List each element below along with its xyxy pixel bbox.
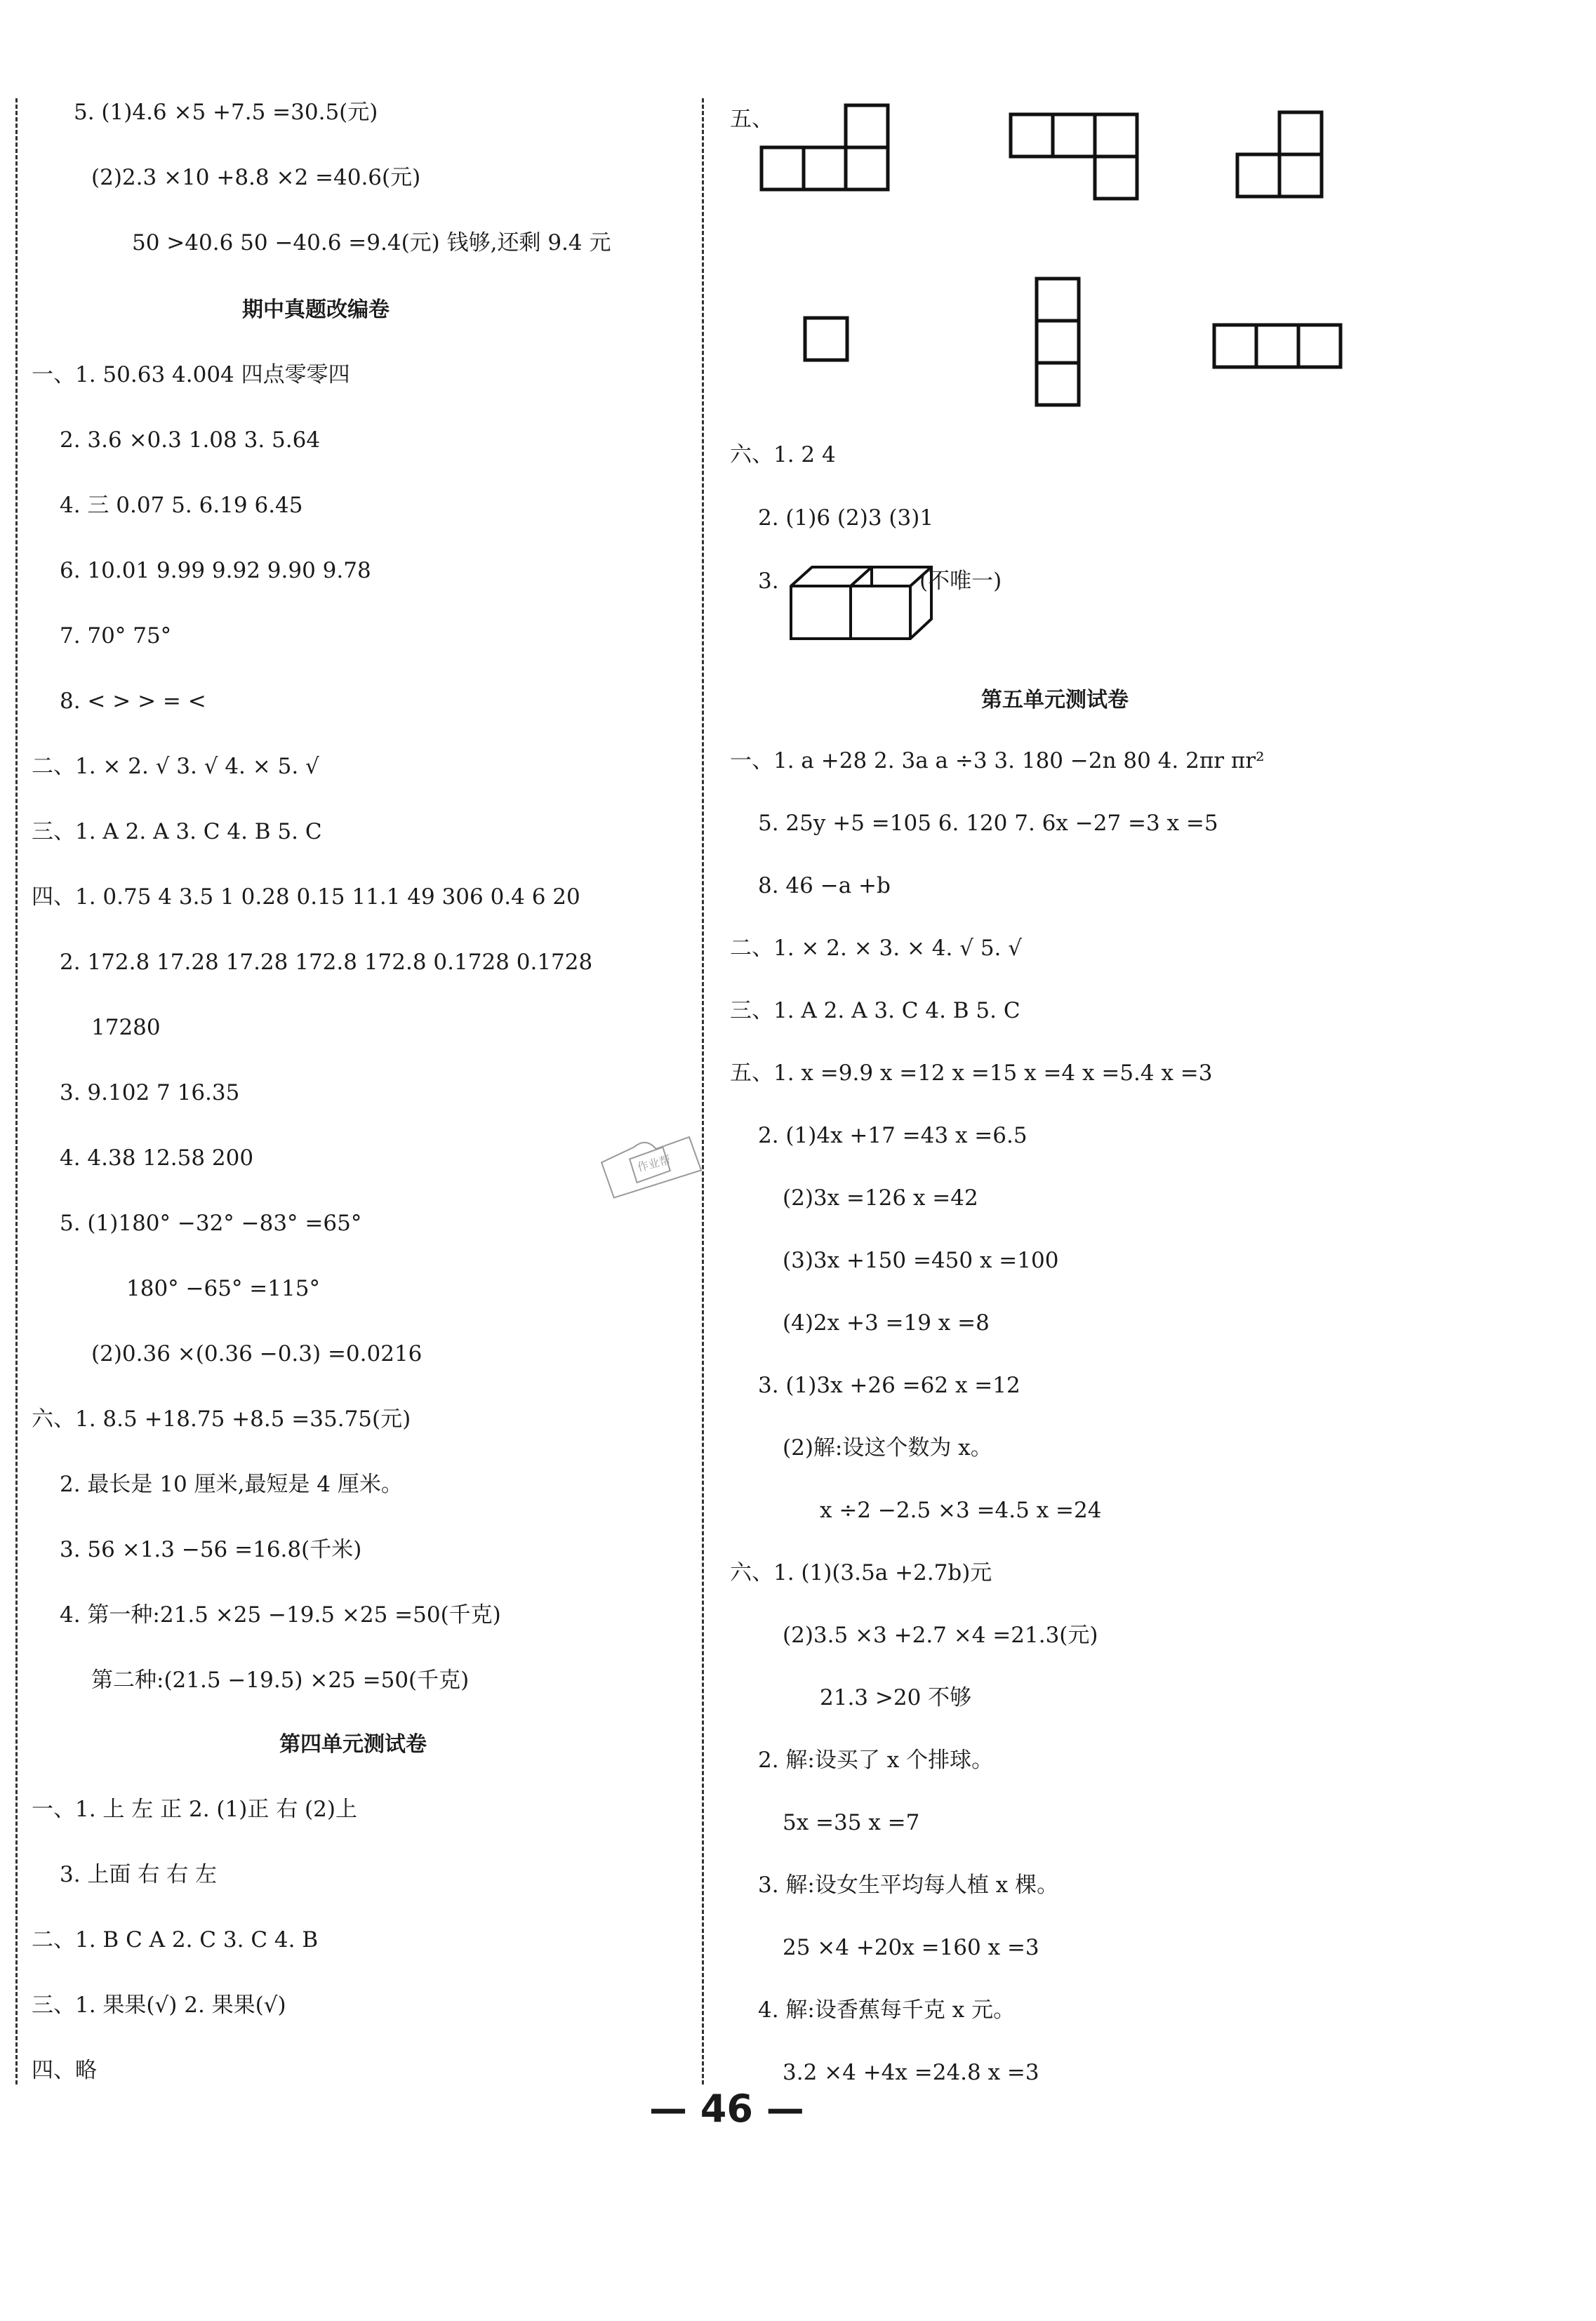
text-line: 2. 解:设买了 x 个排球。 [758,1748,994,1773]
text-line: 五、 [730,107,773,132]
cube-stack-figure [787,554,935,649]
text-line: 3. (1)3x +26 =62 x =12 [758,1373,1020,1398]
text-line: 3. 上面 右 右 左 [60,1862,217,1887]
text-line: 5. (1)4.6 ×5 +7.5 =30.5(元) [74,100,378,125]
text-line: 8. 46 −a +b [758,873,891,898]
text-line: (2)3.5 ×3 +2.7 ×4 =21.3(元) [783,1623,1098,1648]
text-line: 4. 三 0.07 5. 6.19 6.45 [60,493,303,518]
net-shape-2 [1007,111,1141,202]
text-line: 21.3 >20 不够 [820,1685,972,1710]
text-line: 二、1. × 2. √ 3. √ 4. × 5. √ [32,754,319,779]
text-line: 3.2 ×4 +4x =24.8 x =3 [783,2060,1039,2085]
text-line: 一、1. 上 左 正 2. (1)正 右 (2)上 [32,1797,357,1822]
text-line: 4. 解:设香蕉每千克 x 元。 [758,1997,1016,2023]
text-line: 六、1. 2 4 [730,442,836,467]
text-line: (2)3x =126 x =42 [783,1185,978,1211]
net-shape-3 [1234,109,1325,204]
text-line: 一、1. a +28 2. 3a a ÷3 3. 180 −2n 80 4. 2πr πr² [730,748,1265,773]
text-line: 三、1. A 2. A 3. C 4. B 5. C [730,998,1020,1023]
text-line: 第二种:(21.5 −19.5) ×25 =50(千克) [91,1668,470,1693]
text-line: 180° −65° =115° [126,1276,320,1301]
text-line: 2. 3.6 ×0.3 1.08 3. 5.64 [60,427,321,453]
text-line: 五、1. x =9.9 x =12 x =15 x =4 x =5.4 x =3 [730,1060,1213,1086]
text-line: 四、略 [32,2058,97,2083]
text-line: x ÷2 −2.5 ×3 =4.5 x =24 [820,1498,1102,1523]
text-line: 4. 4.38 12.58 200 [60,1145,254,1171]
text-line: 三、1. A 2. A 3. C 4. B 5. C [32,819,322,844]
text-line: 6. 10.01 9.99 9.92 9.90 9.78 [60,558,371,583]
text-line: (2)2.3 ×10 +8.8 ×2 =40.6(元) [91,165,421,190]
section-title: 第四单元测试卷 [279,1732,427,1757]
text-line: 一、1. 50.63 4.004 四点零零四 [32,362,350,387]
section-title: 期中真题改编卷 [242,298,390,322]
note-text: (不唯一) [919,568,1002,594]
text-line: 3. 解:设女生平均每人植 x 棵。 [758,1873,1059,1898]
net-shape-1 [758,102,898,193]
text-line: 二、1. B C A 2. C 3. C 4. B [32,1927,319,1953]
text-line: 2. (1)4x +17 =43 x =6.5 [758,1123,1028,1148]
text-line: 5x =35 x =7 [783,1810,920,1835]
text-line: 50 >40.6 50 −40.6 =9.4(元) 钱够,还剩 9.4 元 [132,230,611,255]
svg-text:作业帮: 作业帮 [636,1152,672,1174]
net-shape-4 [802,314,851,364]
section-title: 第五单元测试卷 [981,688,1129,712]
text-line: 六、1. 8.5 +18.75 +8.5 =35.75(元) [32,1406,411,1432]
net-shape-6 [1211,321,1344,371]
stamp-logo [590,1126,709,1204]
text-line: 二、1. × 2. × 3. × 4. √ 5. √ [730,936,1023,961]
text-line: (3)3x +150 =450 x =100 [783,1248,1059,1273]
text-line: 5. (1)180° −32° −83° =65° [60,1211,362,1236]
text-line: 5. 25y +5 =105 6. 120 7. 6x −27 =3 x =5 [758,811,1218,836]
text-line: (2)0.36 ×(0.36 −0.3) =0.0216 [91,1341,423,1366]
text-line: 六、1. (1)(3.5a +2.7b)元 [730,1560,992,1585]
text-line: 7. 70° 75° [60,623,172,649]
text-line: 2. 最长是 10 厘米,最短是 4 厘米。 [60,1472,403,1497]
column-divider-line [702,98,704,2084]
net-shape-5 [1033,275,1082,408]
text-line: 三、1. 果果(√) 2. 果果(√) [32,1993,286,2018]
page-number: — 46 — [649,2087,804,2131]
text-line: (2)解:设这个数为 x。 [783,1435,992,1461]
left-margin-line [15,98,18,2084]
text-line: 四、1. 0.75 4 3.5 1 0.28 0.15 11.1 49 306 0.4 6 20 [32,884,580,910]
text-line: 3. [758,568,779,594]
text-line: 17280 [91,1015,161,1040]
text-line: 8. < > > = < [60,689,206,714]
text-line: 4. 第一种:21.5 ×25 −19.5 ×25 =50(千克) [60,1602,501,1628]
text-line: 25 ×4 +20x =160 x =3 [783,1935,1039,1960]
text-line: 3. 56 ×1.3 −56 =16.8(千米) [60,1537,362,1562]
text-line: 3. 9.102 7 16.35 [60,1080,240,1105]
text-line: 2. (1)6 (2)3 (3)1 [758,505,934,531]
text-line: (4)2x +3 =19 x =8 [783,1310,990,1336]
text-line: 2. 172.8 17.28 17.28 172.8 172.8 0.1728 0.1728 [60,950,593,975]
